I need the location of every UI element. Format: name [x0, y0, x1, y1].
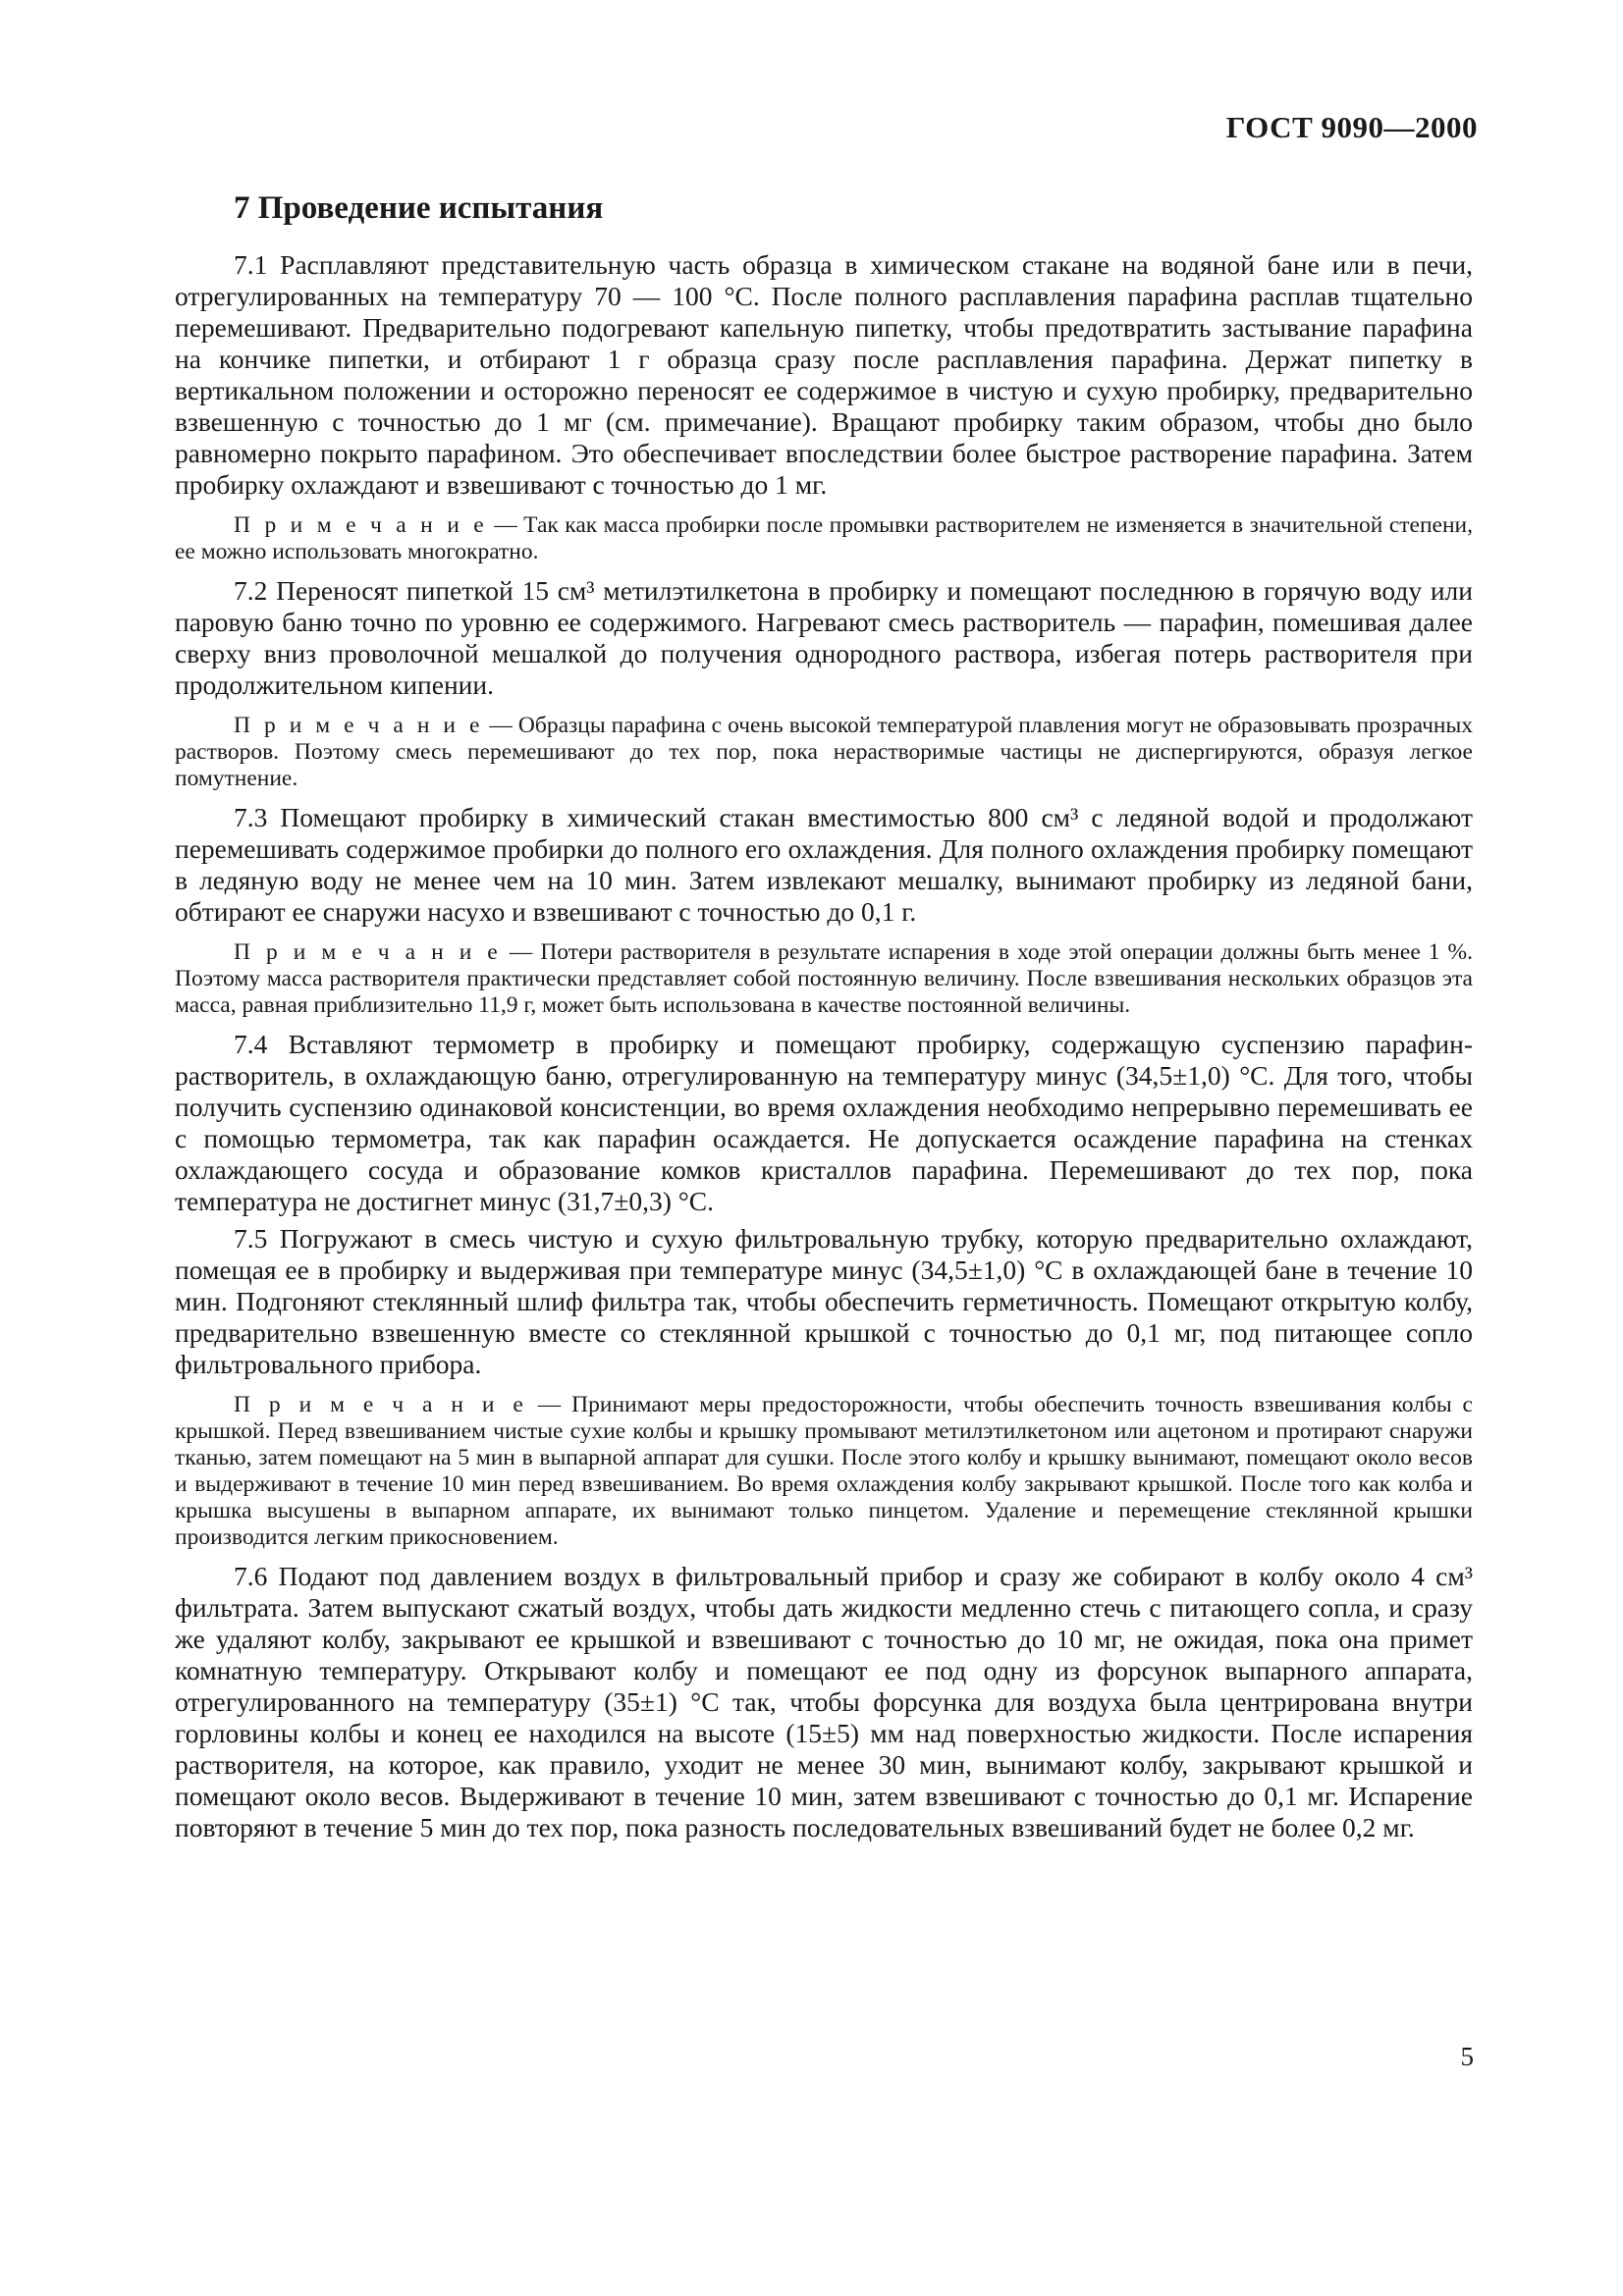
- note-text: — Так как масса пробирки после промывки растворителем не изменяется в значительной степени, ее можно использовать многократно.: [175, 512, 1474, 564]
- note-7-5: [175, 1392, 1473, 1551]
- paragraph-7-2: 7.2 Переносят пипеткой 15 см³ метилэтилкетона в пробирку и помещают последнюю в горячую воду или паровую баню точно по уровню ее содержимого. Нагревают смесь растворитель — парафин, помешивая далее сверху вниз проволочной мешалкой до получения однородного раствора, избегая потерь растворителя при продолжительном кипении.: [175, 575, 1473, 700]
- note-text: — Образцы парафина с очень высокой температурой плавления могут не образовывать прозрачных растворов. Поэтому смесь перемешивают до тех пор, пока нерастворимые частицы не диспергируются, образуя легкое помутнение.: [175, 713, 1474, 791]
- note-label: П р и м е ч а н и е: [234, 512, 488, 538]
- section-title: 7 Проведение испытания: [234, 190, 604, 226]
- document-body: [175, 188, 1473, 1849]
- paragraph-7-3: 7.3 Помещают пробирку в химический стакан вместимостью 800 см³ с ледяной водой и продолжают перемешивать содержимое пробирки до полного его охлаждения. Для полного охлаждения пробирку помещают в ледяную воду не менее чем на 10 мин. Затем извлекают мешалку, вынимают пробирку из ледяной бани, обтирают ее снаружи насухо и взвешивают с точностью до 0,1 г.: [175, 802, 1473, 927]
- paragraph-7-1: 7.1 Расплавляют представительную часть образца в химическом стакане на водяной бане или в печи, отрегулированных на температуру 70 — 100 °С. После полного расплавления парафина расплав тщательно перемешивают. Предварительно подогревают капельную пипетку, чтобы предотвратить застывание парафина на кончике пипетки, и отбирают 1 г образца сразу после расплавления парафина. Держат пипетку в вертикальном положении и осторожно переносят ее содержимое в чистую и сухую пробирку, предварительно взвешенную с точностью до 1 мг (см. примечание). Вращают пробирку таким образом, чтобы дно было равномерно покрыто парафином. Это обеспечивает впоследствии более быстрое растворение парафина. Затем пробирку охлаждают и взвешивают с точностью до 1 мг.: [175, 249, 1473, 500]
- note-text: — Принимают меры предосторожности, чтобы обеспечить точность взвешивания колбы с крышкой. Перед взвешиванием чистые сухие колбы и крышку промывают метилэтилкетоном или ацетоном и протирают снаружи тканью, затем помещают на 5 мин в выпарной аппарат для сушки. После этого колбу и крышку вынимают, помещают около весов и выдерживают в течение 10 мин перед взвешиванием. Во время охлаждения колбу закрывают крышкой. После того как колба и крышка высушены в выпарном аппарате, их вынимают только пинцетом. Удаление и перемещение стеклянной крышки производится легким прикосновением.: [175, 1392, 1473, 1550]
- document-code: ГОСТ 9090—2000: [1225, 110, 1478, 144]
- paragraph-7-5: 7.5 Погружают в смесь чистую и сухую фильтровальную трубку, которую предварительно охлаждают, помещая ее в пробирку и выдерживая при температуре минус (34,5±1,0) °С в охлаждающей бане в течение 10 мин. Подгоняют стеклянный шлиф фильтра так, чтобы обеспечить герметичность. Помещают открытую колбу, предварительно взвешенную вместе со стеклянной крышкой с точностью до 0,1 мг, под питающее сопло фильтровального прибора.: [175, 1223, 1473, 1379]
- note-text: — Потери растворителя в результате испарения в ходе этой операции должны быть менее 1 %. Поэтому масса растворителя практически представляет собой постоянную величину. После взвешивания нескольких образцов эта масса, равная приблизительно 11,9 г, может быть использована в качестве постоянной величины.: [175, 939, 1474, 1018]
- paragraph-7-6: 7.6 Подают под давлением воздух в фильтровальный прибор и сразу же собирают в колбу около 4 см³ фильтрата. Затем выпускают сжатый воздух, чтобы дать жидкости медленно стечь с питающего сопла, и сразу же удаляют колбу, закрывают ее крышкой и взвешивают с точностью до 10 мг, не ожидая, пока она примет комнатную температуру. Открывают колбу и помещают ее под одну из форсунок выпарного аппарата, отрегулированного на температуру (35±1) °С так, чтобы форсунка для воздуха была центрирована внутри горловины колбы и конец ее находился на высоте (15±5) мм над поверхностью жидкости. После испарения растворителя, на которое, как правило, уходит не менее 30 мин, вынимают колбу, закрывают крышкой и помещают около весов. Выдерживают в течение 10 мин, затем взвешивают с точностью до 0,1 мг. Испарение повторяют в течение 5 мин до тех пор, пока разность последовательных взвешиваний будет не более 0,2 мг.: [175, 1561, 1473, 1842]
- page-number: 5: [1460, 2042, 1474, 2071]
- note-label: П р и м е ч а н и е: [234, 1392, 527, 1417]
- note-label: П р и м е ч а н и е: [234, 713, 484, 738]
- note-label: П р и м е ч а н и е: [234, 939, 502, 965]
- note-7-1: [175, 512, 1473, 565]
- paragraph-7-4: 7.4 Вставляют термометр в пробирку и помещают пробирку, содержащую суспензию парафин-растворитель, в охлаждающую баню, отрегулированную на температуру минус (34,5±1,0) °С. Для того, чтобы получить суспензию одинаковой консистенции, во время охлаждения необходимо непрерывно перемешивать ее с помощью термометра, так как парафин осаждается. Не допускается осаждение парафина на стенках охлаждающего сосуда и образование комков кристаллов парафина. Перемешивают до тех пор, пока температура не достигнет минус (31,7±0,3) °С.: [175, 1029, 1473, 1216]
- note-7-3: [175, 939, 1473, 1019]
- note-7-2: [175, 713, 1473, 792]
